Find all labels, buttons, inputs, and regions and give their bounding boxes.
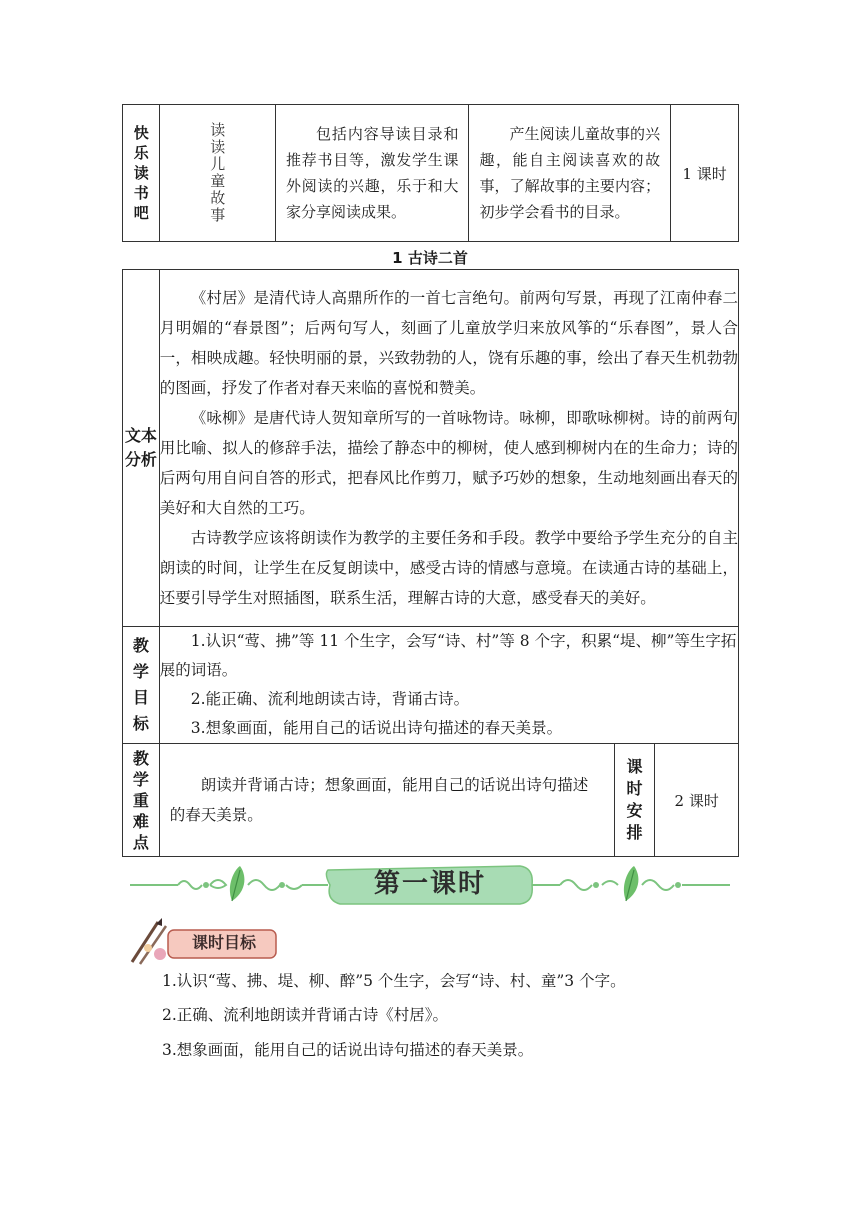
reading-bar-content-cell — [275, 105, 469, 242]
objectives-badge-label: 课时目标 — [191, 933, 256, 952]
objective-item: 1.认识“莺、拂、堤、柳、醉”5 个生字，会写“诗、村、童”3 个字。 — [162, 972, 626, 990]
leaf-icon — [624, 866, 639, 901]
analysis-paragraph: 古诗教学应该将朗读作为教学的主要任务和手段。教学中要给予学生充分的自主朗读的时间，让学生在反复朗读中，感受古诗的情感与意境。在读通古诗的基础上，还要引导学生对照插图，联系生活，理解古诗的大意，感受春天的美好。 — [159, 529, 738, 607]
reading-bar-header: 快乐读书吧 — [133, 124, 149, 222]
teaching-goal-item: 3.想象画面，能用自己的话说出诗句描述的春天美景。 — [190, 719, 563, 737]
key-points-body: 朗读并背诵古诗；想象画面，能用自己的话说出诗句描述的春天美景。 — [159, 744, 614, 857]
key-points-label-cell — [123, 744, 160, 857]
reading-bar-content: 包括内容导读目录和推荐书目等，激发学生课外阅读的兴趣，乐于和大家分享阅读成果。 — [285, 125, 459, 221]
teaching-goal-item: 1.认识“莺、拂”等 11 个生字，会写“诗、村”等 8 个字，积累“堤、柳”等生字拓展的词语。 — [159, 632, 737, 679]
text-analysis-body — [159, 270, 738, 627]
lesson-title: 1 古诗二首 — [392, 249, 468, 267]
schedule-value: 2 课时 — [655, 744, 739, 857]
schedule-label: 课时安排 — [626, 757, 643, 842]
lesson-plan-table — [122, 269, 739, 857]
reading-bar-sub-cell — [160, 105, 276, 242]
text-analysis-label-cell — [123, 270, 160, 627]
teaching-goals-label-cell — [123, 627, 160, 744]
key-points-label: 教学重难点 — [132, 748, 149, 852]
reading-bar-sub: 读读儿童故事 — [210, 121, 226, 224]
analysis-paragraph: 《村居》是清代诗人高鼎所作的一首七言绝句。前两句写景，再现了江南仲春二月明媚的“春景图”；后两句写人，刻画了儿童放学归来放风筝的“乐春图”，景人合一，相映成趣。轻快明丽的景，兴致勃勃的人，饶有乐趣的事，绘出了春天生机勃勃的图画，抒发了作者对春天来临的喜悦和赞美。 — [159, 289, 738, 397]
reading-bar-table — [122, 104, 739, 242]
teaching-goals-row — [123, 627, 739, 744]
reading-bar-header-cell — [123, 105, 160, 242]
reading-bar-hours: 1 课时 — [671, 105, 739, 242]
brush-pen-icon — [132, 918, 166, 964]
teaching-goals-body — [159, 627, 738, 744]
text-analysis-row — [123, 270, 739, 627]
reading-bar-goal-cell — [469, 105, 671, 242]
text-analysis-label: 文本分析 — [124, 426, 157, 469]
teaching-goals-label: 教学目标 — [132, 636, 149, 733]
objective-item: 2.正确、流利地朗读并背诵古诗《村居》。 — [162, 1006, 449, 1024]
key-points-row — [123, 744, 739, 857]
schedule-label-cell — [614, 744, 655, 857]
analysis-paragraph: 《咏柳》是唐代诗人贺知章所写的一首咏物诗。咏柳，即歌咏柳树。诗的前两句用比喻、拟人的修辞手法，描绘了静态中的柳树，使人感到柳树内在的生命力；诗的后两句用自问自答的形式，把春风比作剪刀，赋予巧妙的想象，生动地刻画出春天的美好和大自然的工巧。 — [159, 409, 738, 517]
teaching-goal-item: 2.能正确、流利地朗读古诗，背诵古诗。 — [190, 690, 470, 708]
banner-title: 第一课时 — [373, 869, 486, 899]
reading-bar-goal: 产生阅读儿童故事的兴趣，能自主阅读喜欢的故事，了解故事的主要内容；初步学会看书的目录。 — [479, 125, 661, 221]
leaf-icon — [230, 866, 245, 901]
objective-item: 3.想象画面，能用自己的话说出诗句描述的春天美景。 — [162, 1041, 534, 1059]
